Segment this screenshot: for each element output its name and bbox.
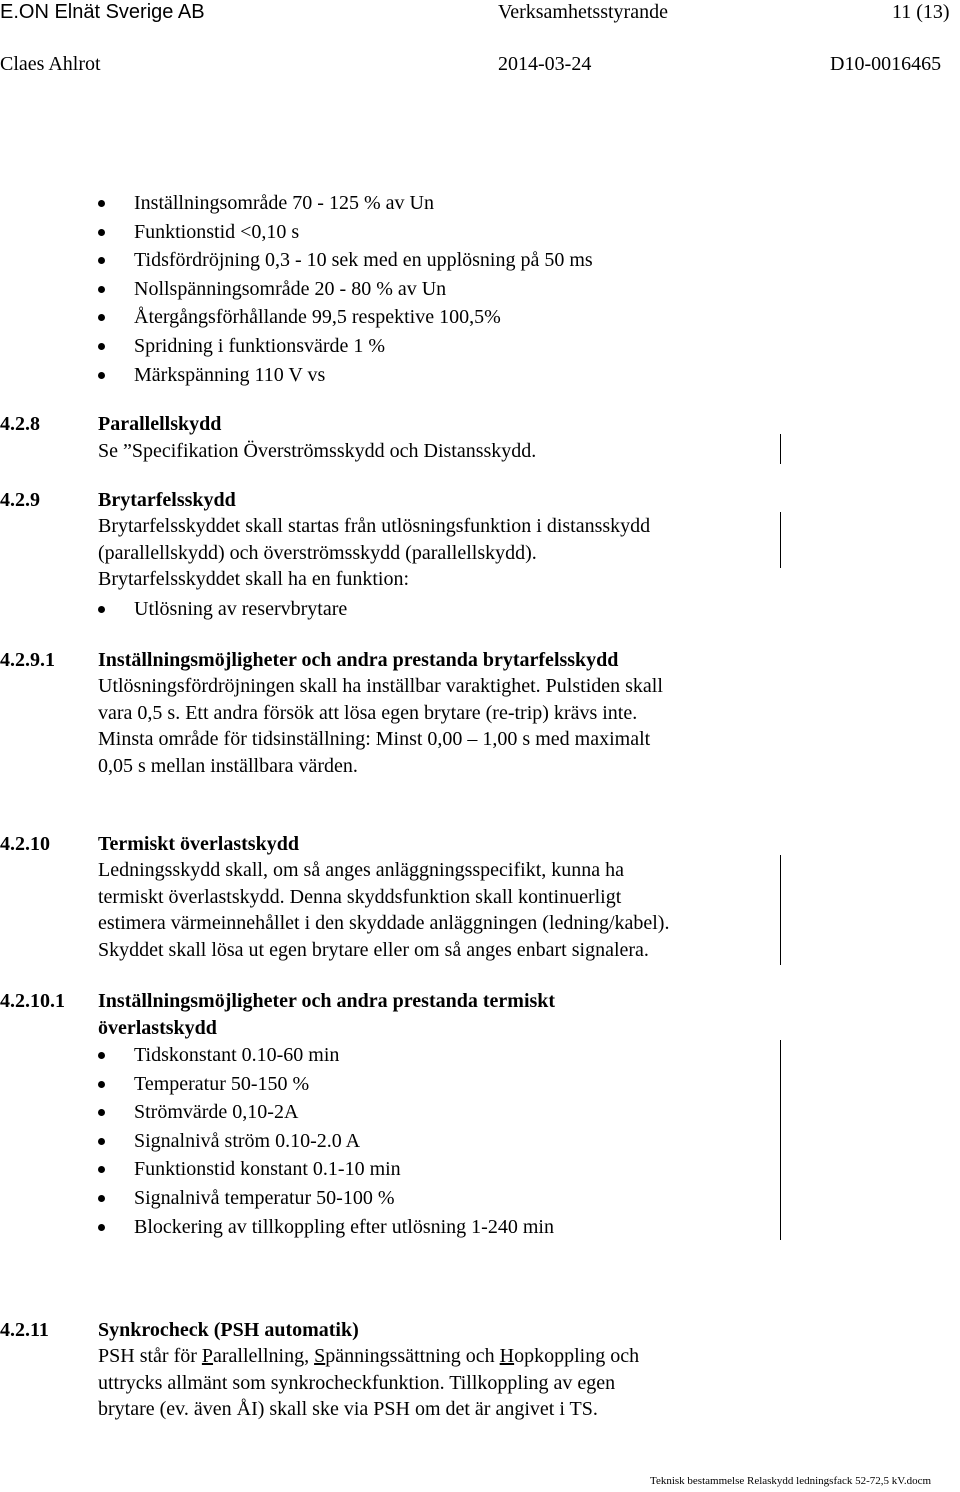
section-title: Termiskt överlastskydd [98, 833, 299, 855]
page-number: 11 (13) [892, 1, 950, 23]
section-title: Brytarfelsskydd [98, 489, 236, 511]
body-line: Skyddet skall lösa ut egen brytare eller om så anges enbart signalera. [98, 938, 649, 961]
body-line: Brytarfelsskyddet skall startas från utlösningsfunktion i distansskydd [98, 515, 651, 537]
body-line: termiskt överlastskydd. Denna skyddsfunktion skall kontinuerligt [98, 885, 622, 908]
body-line: Brytarfelsskyddet skall ha en funktion: [98, 568, 410, 591]
section-body [98, 857, 669, 963]
body-line: brytare (ev. även ÅI) skall ske via PSH om det är angivet i TS. [98, 1398, 598, 1421]
list-item: Nollspänningsområde 20 - 80 % av Un [98, 275, 593, 304]
list-item: Tidsfördröjning 0,3 - 10 sek med en upplösning på 50 ms [98, 246, 593, 275]
section-number: 4.2.9 [0, 489, 40, 511]
author: Claes Ahlrot [0, 53, 101, 75]
body-line: estimera värmeinnehållet i den skyddade anläggningen (ledning/kabel). [98, 912, 670, 935]
list-item: Funktionstid <0,10 s [98, 218, 593, 247]
section-number: 4.2.9.1 [0, 649, 55, 671]
footer-filename: Teknisk bestammelse Relaskydd ledningsfack 52-72,5 kV.docm [650, 1475, 932, 1487]
section-body [98, 1343, 639, 1423]
body-line: Minsta område för tidsinställning: Minst 0,00 – 1,00 s med maximalt [98, 728, 651, 751]
list-item: Signalnivå temperatur 50-100 % [98, 1184, 554, 1213]
thermal-settings-list [98, 1041, 554, 1241]
section-title: överlastskydd [98, 1017, 217, 1039]
body-line: PSH står för Parallellning, Spänningssättning och Hopkoppling och [98, 1345, 640, 1367]
list-item: Återgångsförhållande 99,5 respektive 100,5% [98, 303, 593, 332]
change-bar [780, 434, 781, 464]
section-body [98, 673, 663, 779]
function-list [98, 595, 347, 624]
section-title: Parallellskydd [98, 413, 222, 435]
company-name: E.ON Elnät Sverige AB [0, 1, 205, 23]
section-number: 4.2.10.1 [0, 990, 65, 1012]
list-item: Inställningsområde 70 - 125 % av Un [98, 189, 593, 218]
body-line: vara 0,5 s. Ett andra försök att lösa egen brytare (re-trip) krävs inte. [98, 701, 638, 724]
list-item: Spridning i funktionsvärde 1 % [98, 332, 593, 361]
doc-id: D10-0016465 [830, 53, 942, 75]
list-item: Temperatur 50-150 % [98, 1070, 554, 1099]
settings-list [98, 189, 593, 389]
list-item: Tidskonstant 0.10-60 min [98, 1041, 554, 1070]
change-bar [780, 512, 781, 568]
body-line: (parallellskydd) och överströmsskydd (parallellskydd). [98, 541, 537, 564]
section-number: 4.2.10 [0, 833, 50, 855]
section-number: 4.2.8 [0, 413, 40, 435]
change-bar [780, 1040, 781, 1240]
change-bar [780, 855, 781, 965]
list-item: Strömvärde 0,10-2A [98, 1098, 554, 1127]
body-line: uttrycks allmänt som synkrocheckfunktion. Tillkoppling av egen [98, 1371, 616, 1394]
list-item: Signalnivå ström 0.10-2.0 A [98, 1127, 554, 1156]
section-text: Se ”Specifikation Överströmsskydd och Distansskydd. [98, 440, 537, 462]
list-item: Utlösning av reservbrytare [98, 595, 347, 624]
section-number: 4.2.11 [0, 1319, 49, 1341]
department: Verksamhetsstyrande [498, 1, 668, 23]
list-item: Blockering av tillkoppling efter utlösning 1-240 min [98, 1213, 554, 1242]
body-line: 0,05 s mellan inställbara värden. [98, 754, 358, 777]
section-title: Inställningsmöjligheter och andra prestanda termiskt [98, 990, 556, 1012]
section-title: Inställningsmöjligheter och andra prestanda brytarfelsskydd [98, 649, 619, 671]
body-line: Utlösningsfördröjningen skall ha inställbar varaktighet. Pulstiden skall [98, 675, 663, 697]
section-body [98, 513, 650, 593]
list-item: Märkspänning 110 V vs [98, 361, 593, 390]
body-line: Ledningsskydd skall, om så anges anläggningsspecifikt, kunna ha [98, 859, 625, 881]
list-item: Funktionstid konstant 0.1-10 min [98, 1155, 554, 1184]
doc-date: 2014-03-24 [498, 53, 592, 75]
section-title: Synkrocheck (PSH automatik) [98, 1319, 359, 1341]
